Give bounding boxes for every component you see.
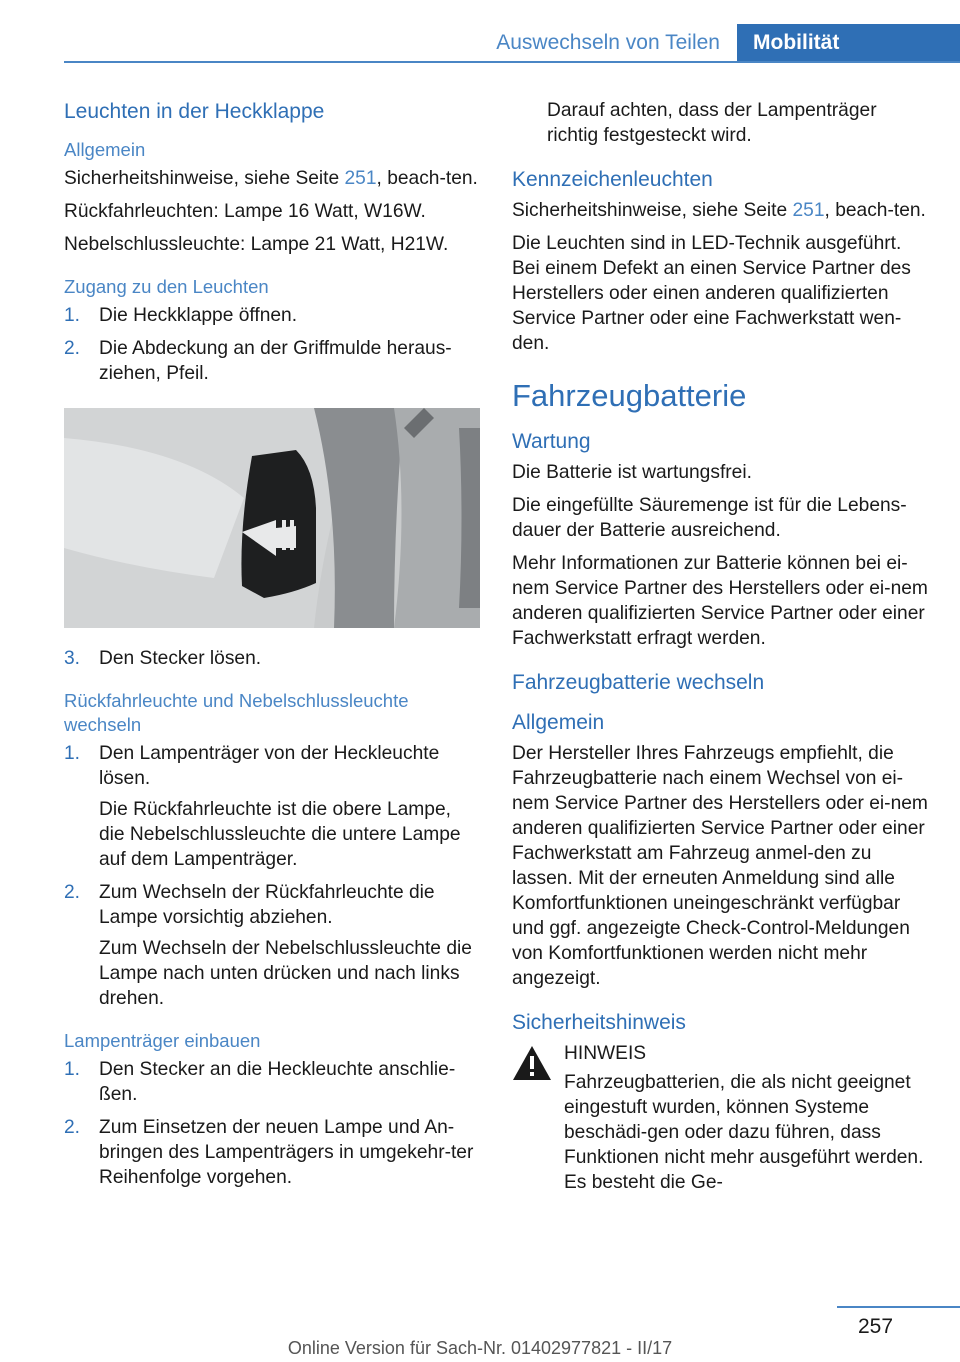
section-title-heckklappe: Leuchten in der Heckklappe: [64, 100, 325, 123]
zugang-steps: [64, 303, 480, 386]
hinweis-text: Fahrzeugbatterien, die als nicht geeignet eingestuft wurden, können Systeme beschädi-gen oder dazu führen, dass Funktionen nicht mehr ausgeführt werden. Es besteht die Ge-: [564, 1072, 924, 1193]
page-link-251[interactable]: 251: [792, 200, 825, 221]
heading-wartung: Wartung: [512, 430, 591, 453]
warning-notice: [512, 1041, 932, 1195]
page-link-251[interactable]: 251: [344, 168, 377, 189]
heading-einbauen: Lampenträger einbauen: [64, 1030, 261, 1051]
rueckfahr-lamp-spec: Rückfahrleuchten: Lampe 16 Watt, W16W.: [64, 201, 426, 222]
kennz-text: Die Leuchten sind in LED-Technik ausgeführt. Bei einem Defekt an einen Service Partner des Herstellers oder einen anderen qualifizierten Service Partner oder eine Fachwerkstatt wen-den.: [512, 233, 911, 354]
wartung-p1: Die Batterie ist wartungsfrei.: [512, 462, 752, 483]
header-chapter-tab: Mobilität: [737, 24, 960, 61]
left-column: [64, 98, 480, 1198]
heading-kennzeichenleuchten: Kennzeichenleuchten: [512, 168, 713, 191]
list-item: 2. Zum Wechseln der Rückfahrleuchte die Lampe vorsichtig abziehen. Zum Wechseln der Nebelschlussleuchte die Lampe nach unten drücken und nach links drehen.: [64, 882, 472, 1009]
wartung-p2: Die eingefüllte Säuremenge ist für die Lebens-dauer der Batterie ausreichend.: [512, 495, 907, 541]
kennz-safety-reference: Sicherheitshinweise, siehe Seite 251, beach-ten.: [512, 200, 926, 221]
header-section-title: Auswechseln von Teilen: [496, 31, 720, 54]
page-number: 257: [858, 1315, 894, 1338]
heading-batterie-wechseln: Fahrzeugbatterie wechseln: [512, 671, 765, 694]
header-rule: [64, 61, 960, 63]
list-item: 3. Den Stecker lösen.: [64, 648, 262, 669]
list-item: 1. Die Heckklappe öffnen.: [64, 305, 298, 326]
wartung-p3: Mehr Informationen zur Batterie können bei ei-nem Service Partner des Herstellers oder ei-nem anderen qualifizierten Service Partner oder einer Fachwerkstatt erfragt werden.: [512, 553, 928, 649]
list-item: 2. Die Abdeckung an der Griffmulde heraus-ziehen, Pfeil.: [64, 338, 452, 384]
warning-triangle-icon: [512, 1045, 552, 1081]
chapter-title-fahrzeugbatterie: Fahrzeugbatterie: [512, 378, 747, 413]
heading-sicherheitshinweis: Sicherheitshinweis: [512, 1011, 686, 1034]
footer-rule: [837, 1306, 960, 1308]
online-version-footer: Online Version für Sach-Nr. 01402977821 - II/17: [287, 1338, 673, 1358]
zugang-steps-continued: [64, 646, 480, 671]
list-item: 1. Den Lampenträger von der Heckleuchte lösen. Die Rückfahrleuchte ist die obere Lampe, die Nebelschlussleuchte die untere Lampe auf dem Lampenträger.: [64, 743, 461, 870]
right-column: [512, 98, 932, 1203]
tailgate-cover-photo: [64, 408, 480, 628]
list-item: 1. Den Stecker an die Heckleuchte anschlie-ßen.: [64, 1059, 456, 1105]
page-header: [0, 0, 960, 62]
wechseln-steps: [64, 741, 480, 1011]
hinweis-label: HINWEIS: [564, 1043, 647, 1064]
nebel-lamp-spec: Nebelschlussleuchte: Lampe 21 Watt, H21W.: [64, 234, 449, 255]
heading-allgemein-batterie: Allgemein: [512, 711, 605, 734]
heading-wechseln: Rückfahrleuchte und Nebelschlussleuchte wechseln: [64, 690, 409, 735]
continued-text: Darauf achten, dass der Lampenträger richtig festgesteckt wird.: [547, 100, 877, 146]
heading-allgemein: Allgemein: [64, 139, 146, 160]
heading-zugang: Zugang zu den Leuchten: [64, 276, 269, 297]
einbauen-steps: [64, 1057, 480, 1190]
list-item: 2. Zum Einsetzen der neuen Lampe und An-bringen des Lampenträgers in umgekehr-ter Reihenfolge vorgehen.: [64, 1117, 474, 1188]
allgemein-batterie-text: Der Hersteller Ihres Fahrzeugs empfiehlt, die Fahrzeugbatterie nach einem Wechsel von ei-nem Service Partner des Herstellers oder ei-nem anderen qualifizierten Service Partner oder einer Fachwerkstatt am Fahrzeug anmel-den zu lassen. Mit der erneuten Anmeldung sind alle Komfortfunktionen uneingeschränkt verfügbar und ggf. angezeigte Check-Control-Meldungen von Komfortfunktionen werden nicht mehr angezeigt.: [512, 743, 928, 989]
safety-reference: Sicherheitshinweise, siehe Seite 251, beach-ten.: [64, 168, 478, 189]
